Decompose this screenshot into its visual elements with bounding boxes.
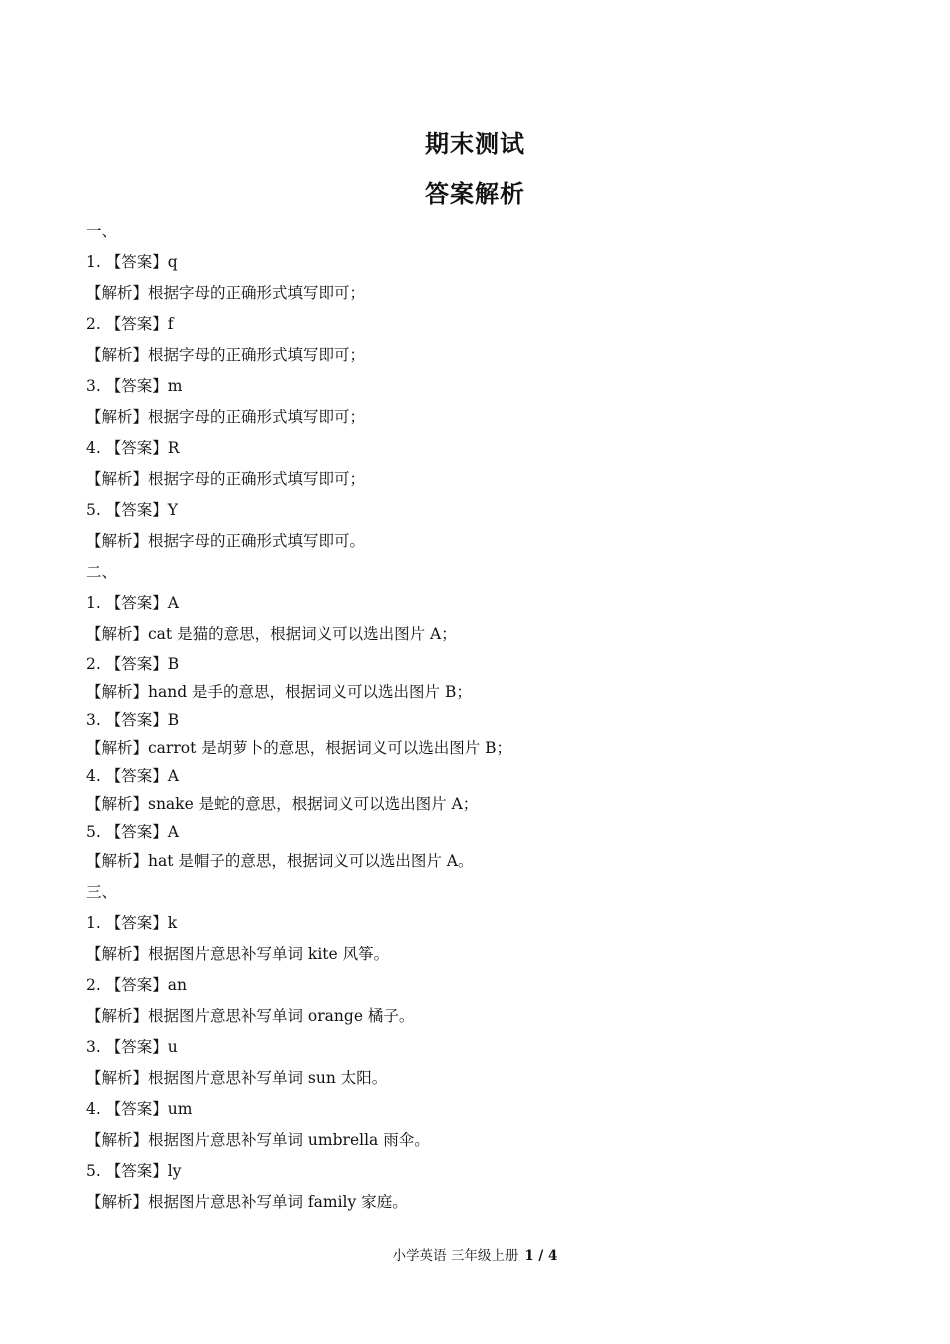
analysis-line: 【解析】根据图片意思补写单词 sun 太阳。 — [86, 1069, 388, 1087]
answer-line: 2. 【答案】B — [86, 655, 180, 673]
analysis-line: 【解析】snake 是蛇的意思，根据词义可以选出图片 A； — [86, 795, 479, 813]
footer-text: 小学英语 三年级上册 — [392, 1248, 519, 1264]
analysis-line: 【解析】hat 是帽子的意思，根据词义可以选出图片 A。 — [86, 852, 474, 870]
answer-line: 3. 【答案】m — [86, 377, 183, 395]
analysis-line: 【解析】根据图片意思补写单词 orange 橘子。 — [86, 1007, 415, 1025]
analysis-line: 【解析】根据图片意思补写单词 umbrella 雨伞。 — [86, 1131, 430, 1149]
analysis-line: 【解析】根据图片意思补写单词 kite 风筝。 — [86, 945, 390, 963]
analysis-line: 【解析】根据字母的正确形式填写即可。 — [86, 532, 366, 550]
answer-line: 4. 【答案】A — [86, 767, 179, 785]
answer-content — [86, 216, 866, 1218]
page-footer — [0, 1244, 950, 1264]
answer-line: 3. 【答案】B — [86, 711, 180, 729]
answer-line: 4. 【答案】R — [86, 439, 180, 457]
section-heading: 二、 — [86, 563, 118, 581]
answer-line: 5. 【答案】ly — [86, 1162, 182, 1180]
section-heading: 三、 — [86, 883, 118, 901]
analysis-line: 【解析】根据字母的正确形式填写即可； — [86, 346, 366, 364]
page-subtitle: 答案解析 — [425, 180, 525, 208]
answer-line: 5. 【答案】Y — [86, 501, 178, 519]
analysis-line: 【解析】根据字母的正确形式填写即可； — [86, 470, 366, 488]
analysis-line: 【解析】cat 是猫的意思，根据词义可以选出图片 A； — [86, 625, 457, 643]
analysis-line: 【解析】根据图片意思补写单词 family 家庭。 — [86, 1193, 408, 1211]
page-title: 期末测试 — [425, 130, 525, 158]
analysis-line: 【解析】根据字母的正确形式填写即可； — [86, 408, 366, 426]
analysis-line: 【解析】hand 是手的意思，根据词义可以选出图片 B； — [86, 683, 472, 701]
answer-line: 2. 【答案】f — [86, 315, 174, 333]
answer-line: 1. 【答案】k — [86, 914, 178, 932]
page-number: 1 / 4 — [524, 1248, 558, 1264]
analysis-line: 【解析】根据字母的正确形式填写即可； — [86, 284, 366, 302]
answer-line: 4. 【答案】um — [86, 1100, 193, 1118]
answer-line: 5. 【答案】A — [86, 823, 179, 841]
answer-line: 3. 【答案】u — [86, 1038, 178, 1056]
answer-line: 1. 【答案】A — [86, 594, 179, 612]
answer-line: 1. 【答案】q — [86, 253, 178, 271]
section-heading: 一、 — [86, 222, 118, 240]
analysis-line: 【解析】carrot 是胡萝卜的意思，根据词义可以选出图片 B； — [86, 739, 513, 757]
answer-line: 2. 【答案】an — [86, 976, 187, 994]
